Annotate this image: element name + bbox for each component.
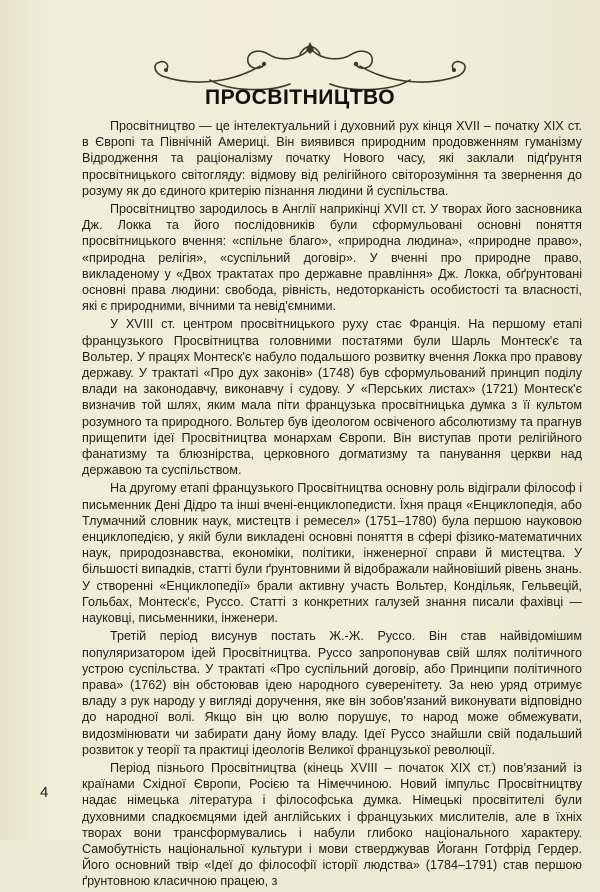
article-body [82, 118, 582, 892]
paragraph: Період пізнього Просвітництва (кінець XVIII – початок XIX ст.) пов'язаний із країнами Східної Європи, Росією та Німеччиною. Новий імпульс Просвітництву надає німецька література і філософська думка. Німецькі просвітителі були духовними спадкоємцями ідей англійських і французьких мислителів, але в їхніх творах вони трансформувались і набули глибоко національного характеру. Самобутність національної культури і мови стверджував Йоганн Готфрід Гердер. Його основний твір «Ідеї до філософії історії людства» (1784–1791) став першою ґрунтовною класичною працею, з [82, 760, 582, 889]
paragraph: Просвітництво зародилось в Англії наприкінці XVII ст. У творах його засновника Дж. Локка та його послідовників були сформульовані основні поняття просвітницького вчення: «спільне благо», «природна людина», «природне право», «природна релігія», «суспільний договір». У вченні про природне право, викладеному у «Двох трактатах про державне правління» Дж. Локка, обґрунтовані основні права людини: свобода, рівність, недоторканість особистості та власності, які є природними, вічними та невід'ємними. [82, 202, 582, 314]
paragraph: Третій період висунув постать Ж.-Ж. Руссо. Він став найвідомішим популяризатором ідей Просвітництва. Руссо запропонував свій шлях політичного устрою суспільства. У трактаті «Про суспільний договір, або Принципи політичного права» (1762) він обстоював ідею народного суверенітету. За нею уряд отримує владу з рук народу у вигляді доручення, яке він зобов'язаний виконувати відповідно до народної волі. Якщо він цю волю порушує, то народ може обмежувати, видозмінювати чи забирати дану йому владу. Ідеї Руссо знайшли свій подальший розвиток у теорії та практиці ідеологів Великої французької революції. [82, 629, 582, 757]
paragraph: У XVIII ст. центром просвітницького руху стає Франція. На першому етапі французького Просвітництва головними постатями були Шарль Монтеск'є та Вольтер. У працях Монтеск'є набуло подальшого розвитку вчення Локка про правову державу. У трактаті «Про дух законів» (1748) був сформульований принцип поділу влади на законодавчу, виконавчу і судову. У «Перських листах» (1721) Монтеск'є визначив той шлях, яким мала піти французька просвітницька думка з її культом розумного та природного. Вольтер був ідеологом освіченого абсолютизму та прагнув прищепити ідеї Просвітництва монархам Європи. Він виступав проти релігійного фанатизму та блюзнірства, церковного догматизму та панування церкви над державою та суспільством. [82, 317, 582, 478]
page-title: ПРОСВІТНИЦТВО [204, 86, 396, 109]
paragraph: Просвітництво — це інтелектуальний і духовний рух кінця XVII – початку XIX ст. в Європі та Північній Америці. Він виявився природним продовженням гуманізму Відродження та раціоналізму початку Нового часу, які заклали підґрунтя просвітницького світогляду: відмову від релігійного світорозуміння та звернення до розуму як до єдиного критерію пізнання людини й суспільства. [82, 119, 582, 198]
paragraph: На другому етапі французького Просвітництва основну роль відіграли філософ і письменник Дені Дідро та інші вчені-енциклопедисти. Їхня праця «Енциклопедія, або Тлумачний словник наук, мистецтв і ремесел» (1751–1780) була першою науковою енциклопедією, у якій були викладені основні поняття в сфері фізико-математичних наук, природознавства, економіки, політики, інженерної справи й мистецтва. У більшості випадків, статті були ґрунтовними й відображали найновіший рівень знань. У створенні «Енциклопедії» брали активну участь Вольтер, Кондільяк, Гельвецій, Гольбах, Монтеск'є, Руссо. Статті з конкретних галузей знання писали фахівці — науковці, письменники, інженери. [82, 481, 582, 626]
page-number: 4 [40, 784, 49, 801]
